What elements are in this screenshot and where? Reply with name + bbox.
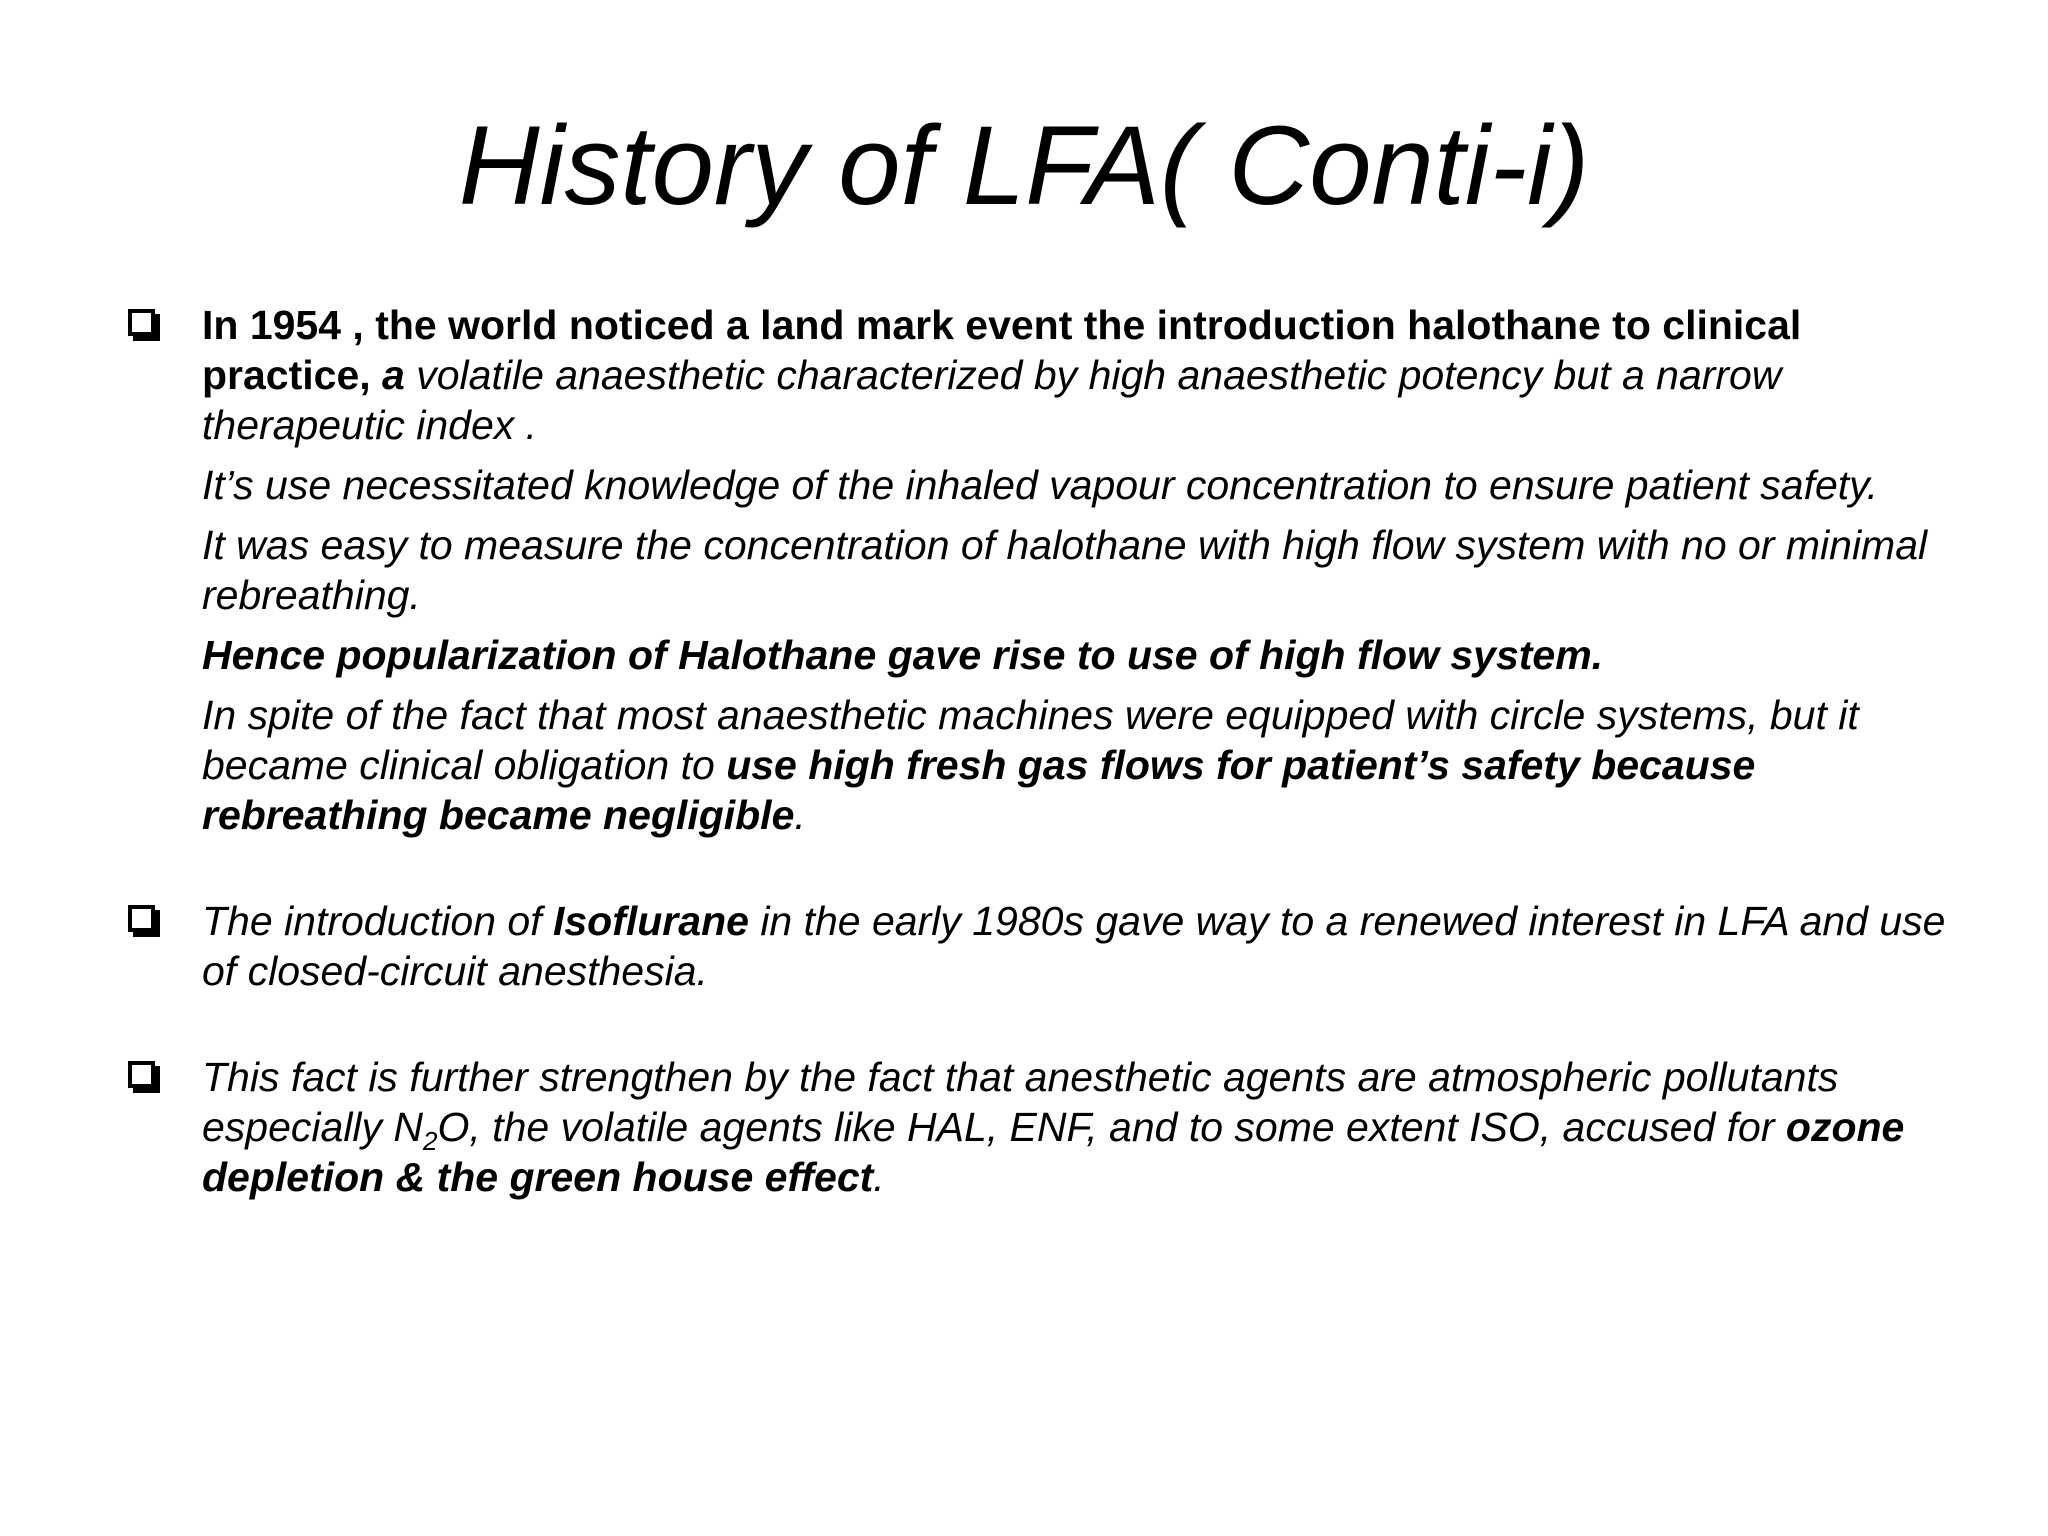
checkbox-bullet-icon [128, 309, 155, 336]
checkbox-bullet-icon [128, 1061, 155, 1088]
italic-text: In spite of the fact that most anaesthetic machines were equipped with circle systems, but it became clinical obligation to [202, 692, 1859, 788]
italic-text: O, the volatile agents like HAL, ENF, and to some extent ISO, accused for [437, 1104, 1786, 1150]
bullet-text [202, 896, 1948, 996]
sub-paragraph: It was easy to measure the concentration of halothane with high flow system with no or minimal rebreathing. [202, 522, 1928, 618]
checkbox-bullet-icon [128, 905, 155, 932]
sub-paragraph: It’s use necessitated knowledge of the inhaled vapour concentration to ensure patient safety. [202, 462, 1879, 508]
italic-text: volatile anaesthetic characterized by high anaesthetic potency but a narrow therapeutic index . [202, 352, 1782, 448]
bold-italic-text: Isoflurane [552, 898, 749, 944]
bullet-text [202, 1052, 1948, 1202]
sub-paragraph [128, 690, 1948, 840]
italic-text: This fact is further strengthen by the fact that anesthetic agents are atmospheric pollutants especially N [202, 1054, 1839, 1150]
bullet-item-halothane [128, 300, 1948, 450]
italic-text: . [794, 792, 806, 838]
bold-italic-text: use high fresh gas flows for patient’s safety because rebreathing became negligible [202, 742, 1756, 838]
subscript-text: 2 [423, 1126, 438, 1157]
bold-italic-text: ozone depletion & the green house effect [202, 1104, 1905, 1200]
sub-paragraph: Hence popularization of Halothane gave rise to use of high flow system. [202, 632, 1604, 678]
bullet-text [202, 300, 1948, 450]
bullet-item-isoflurane [128, 896, 1948, 996]
bold-text: In 1954 , the world noticed a land mark event the introduction halothane to clinical practice, [202, 302, 1802, 398]
slide-title: History of LFA( Conti-i) [458, 103, 1590, 228]
bullet-item-pollutants [128, 1052, 1948, 1202]
slide-body [128, 300, 1948, 1202]
bold-italic-text: a [382, 352, 405, 398]
italic-text: in the early 1980s gave way to a renewed interest in LFA and use of closed-circuit anesthesia. [202, 898, 1946, 994]
italic-text: . [873, 1154, 885, 1200]
italic-text: The introduction of [202, 898, 553, 944]
